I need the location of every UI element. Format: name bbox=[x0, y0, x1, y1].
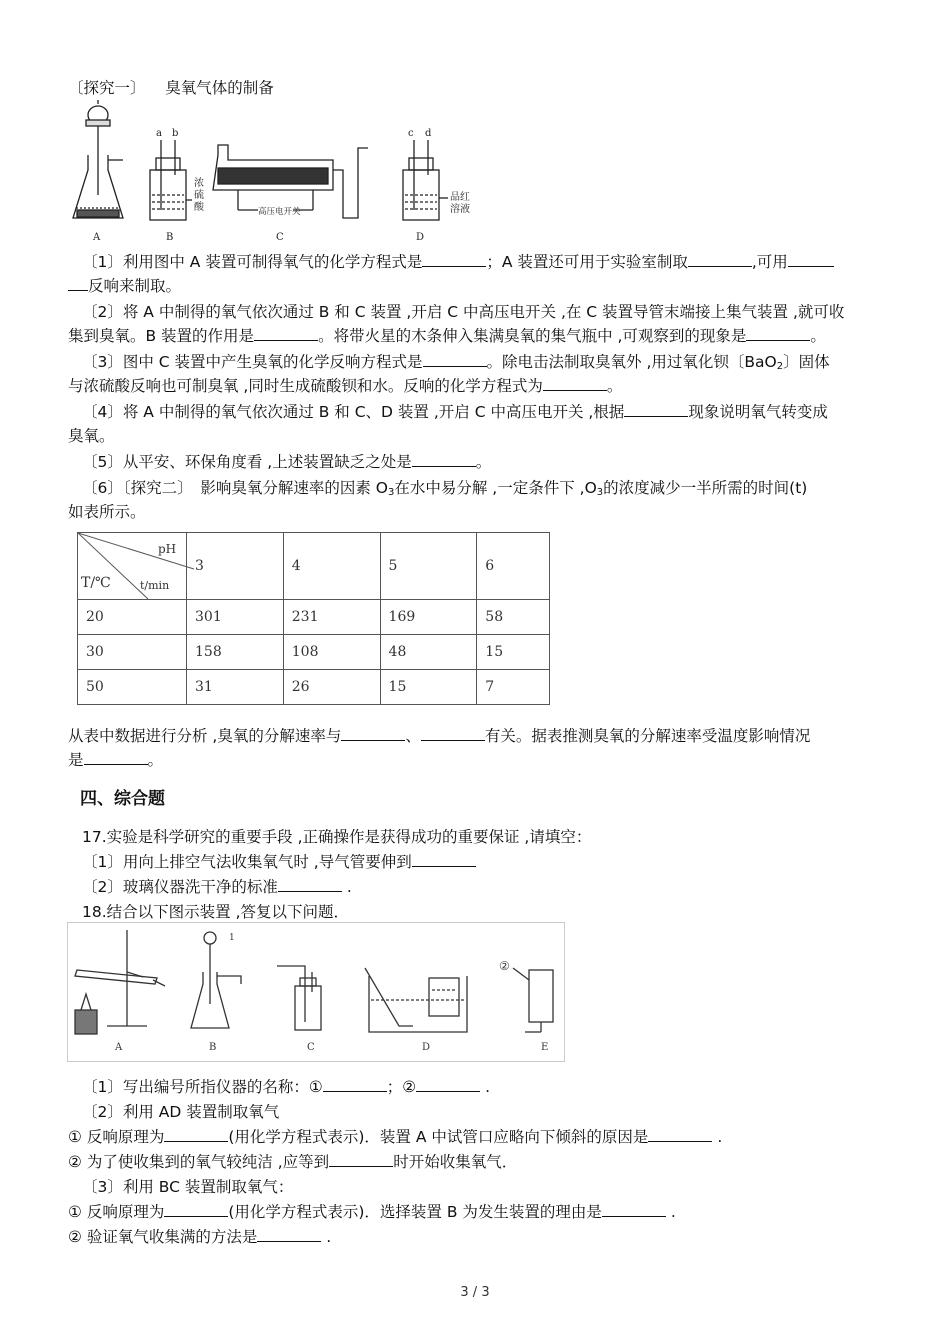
question-17: 17.实验是科学研究的重要手段 ,正确操作是获得成功的重要保证 ,请填空： bbox=[82, 828, 592, 846]
switch-label: 高压电开关 bbox=[258, 207, 301, 217]
svg-text:pH: pH bbox=[158, 542, 177, 556]
svg-text:溶液: 溶液 bbox=[450, 204, 470, 215]
caption-e: E bbox=[541, 1042, 549, 1053]
question-4: 〔4〕将 A 中制得的氧气依次通过 B 和 C、D 装置 ,开启 C 中高压电开关 ,根据 现象说明氧气转变成 bbox=[82, 403, 828, 421]
ozone-apparatus-figure bbox=[68, 100, 488, 245]
table-row: 30 158 108 48 15 bbox=[78, 635, 550, 670]
lab-apparatus-figure bbox=[67, 922, 565, 1062]
question-18-1: 〔1〕写出编号所指仪器的名称：① ；② . bbox=[82, 1078, 491, 1096]
caption-b: B bbox=[166, 232, 174, 243]
caption-a: A bbox=[115, 1042, 123, 1053]
caption-c: C bbox=[276, 232, 284, 243]
svg-text:品红: 品红 bbox=[450, 192, 470, 203]
apparatus-d bbox=[365, 968, 467, 1032]
apparatus-d bbox=[403, 140, 448, 220]
ph-header: 3 bbox=[187, 533, 284, 600]
section-title: 〔探究一〕 臭氧气体的制备 bbox=[68, 79, 274, 97]
question-18: 18.结合以下图示装置 ,答复以下问题． bbox=[82, 903, 350, 921]
ozone-half-life-table bbox=[77, 532, 550, 705]
table-row: 20 301 231 169 58 bbox=[78, 600, 550, 635]
section-heading: 四、综合题 bbox=[80, 789, 165, 809]
caption-b: B bbox=[209, 1042, 217, 1053]
table-corner-cell bbox=[78, 533, 187, 600]
question-18-2: 〔2〕利用 AD 装置制取氧气 bbox=[82, 1103, 280, 1121]
question-5: 〔5〕从平安、环保角度看 ,上述装置缺乏之处是 。 bbox=[82, 453, 492, 471]
caption-a: A bbox=[93, 232, 101, 243]
apparatus-b bbox=[150, 140, 192, 220]
question-2: 〔2〕将 A 中制得的氧气依次通过 B 和 C 装置 ,开启 C 中高压电开关 ,在 C 装置导管末端接上集气装置 ,就可收 bbox=[82, 303, 845, 321]
svg-text:酸: 酸 bbox=[194, 202, 204, 213]
apparatus-b bbox=[191, 932, 241, 1028]
label-d: d bbox=[425, 128, 432, 139]
svg-text:硫: 硫 bbox=[194, 190, 204, 201]
question-1: 〔1〕利用图中 A 装置可制得氧气的化学方程式是 ；A 装置还可用于实验室制取 ,可用 bbox=[82, 252, 834, 272]
page-number: 3 / 3 bbox=[460, 1285, 490, 1300]
caption-c: C bbox=[307, 1042, 315, 1053]
question-18-3: 〔3〕利用 BC 装置制取氧气： bbox=[82, 1178, 294, 1196]
label-c: c bbox=[408, 128, 414, 139]
label-a: a bbox=[156, 128, 162, 139]
svg-text:t/min: t/min bbox=[140, 579, 170, 592]
apparatus-a bbox=[75, 930, 165, 1034]
question-3: 〔3〕图中 C 装置中产生臭氧的化学反响方程式是 。除电击法制取臭氧外 ,用过氧化钡〔BaO$_2$〕固体 bbox=[82, 353, 830, 372]
apparatus-c bbox=[277, 966, 321, 1030]
ph-header: 6 bbox=[477, 533, 550, 600]
table-row: 50 31 26 15 7 bbox=[78, 670, 550, 705]
ph-header: 4 bbox=[283, 533, 380, 600]
ph-header: 5 bbox=[380, 533, 477, 600]
question-6: 〔6〕〔探究二〕 影响臭氧分解速率的因素 $O_3$在水中易分解 ,一定条件下 $,O_3$的浓度减少一半所需的时间(t) bbox=[82, 479, 808, 498]
apparatus-a bbox=[73, 100, 123, 218]
svg-text:浓: 浓 bbox=[194, 178, 204, 189]
caption-d: D bbox=[416, 232, 425, 243]
apparatus-e bbox=[513, 968, 553, 1032]
mark-2: ② bbox=[499, 959, 510, 973]
label-b: b bbox=[172, 128, 179, 139]
caption-d: D bbox=[422, 1042, 431, 1053]
analysis-text: 从表中数据进行分析 ,臭氧的分解速率与 、 有关。据表推测臭氧的分解速率受温度影响情况 bbox=[68, 727, 811, 745]
svg-text:T/℃: T/℃ bbox=[81, 575, 111, 591]
mark-1: 1 bbox=[229, 933, 235, 943]
